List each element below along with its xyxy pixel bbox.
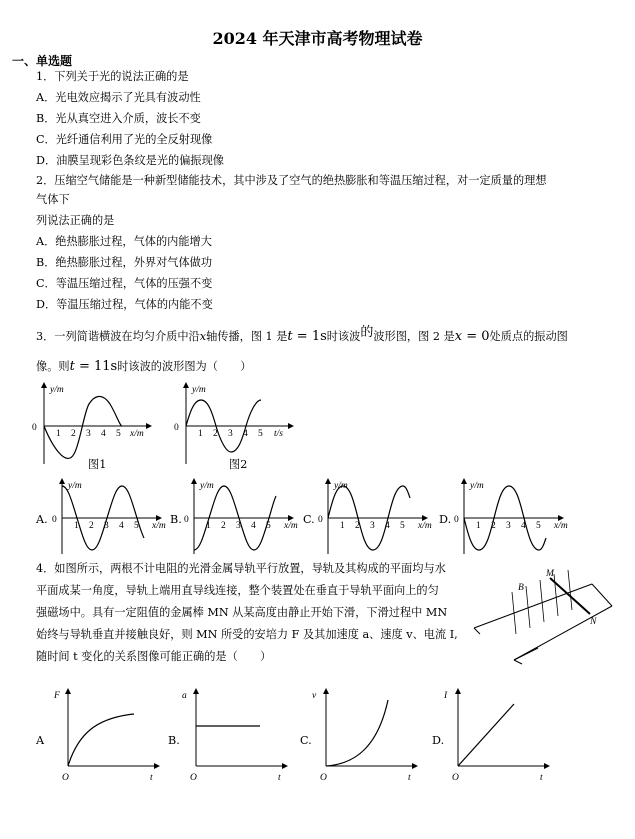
q3-var-t2: t bbox=[69, 359, 75, 374]
fig2-caption: 图2 bbox=[229, 458, 248, 471]
q4d-xlabel: t bbox=[540, 773, 543, 783]
q3-option-b-graph[interactable] bbox=[184, 478, 302, 558]
optD-tick-3: 3 bbox=[506, 521, 511, 531]
q4-line3: 强磁场中。具有一定阻值的金属棒 MN 从某高度由静止开始下滑，下滑过程中 MN bbox=[36, 606, 448, 619]
q4-option-c-letter: C. bbox=[300, 734, 312, 747]
fig1-wave bbox=[44, 396, 122, 458]
q4-line2: 平面成某一角度，导轨上端用直导线连接，整个装置处在垂直于导轨平面向上的匀 bbox=[36, 584, 439, 597]
q1-option-c: C．光纤通信利用了光的全反射现像 bbox=[36, 133, 213, 146]
fig1-tick-4: 4 bbox=[101, 429, 106, 439]
q2-option-b: B．绝热膨胀过程，外界对气体做功 bbox=[36, 256, 213, 269]
q3-stem-line1 bbox=[36, 326, 568, 344]
q1-option-b: B．光从真空进入介质，波长不变 bbox=[36, 112, 201, 125]
fig1-tick-2: 2 bbox=[71, 429, 76, 439]
optB-xlabel: x/m bbox=[284, 521, 298, 531]
q3-text-4: 波形图，图 2 是 bbox=[373, 330, 455, 343]
optA-tick-5: 5 bbox=[134, 521, 139, 531]
q3-text-5: 处质点的振动图 bbox=[489, 330, 568, 343]
q2-option-a: A．绝热膨胀过程，气体的内能增大 bbox=[36, 235, 212, 248]
q3-text-1: 3．一列简谐横波在均匀介质中沿 bbox=[36, 330, 200, 343]
optC-tick-3: 3 bbox=[370, 521, 375, 531]
optC-tick-2: 2 bbox=[355, 521, 360, 531]
optC-origin: 0 bbox=[318, 515, 323, 525]
q3-eq2: = 0 bbox=[462, 329, 490, 344]
magnetic-field-lines bbox=[512, 570, 572, 634]
q3-eq1: = 1s bbox=[292, 329, 327, 344]
optD-tick-2: 2 bbox=[491, 521, 496, 531]
page-title: 2024 年天津市高考物理试卷 bbox=[212, 29, 423, 48]
fig1-xlabel: x/m bbox=[130, 429, 144, 439]
optA-tick-4: 4 bbox=[119, 521, 124, 531]
optB-tick-3: 3 bbox=[236, 521, 241, 531]
q4a-ylabel: F bbox=[54, 691, 60, 701]
fig2-tick-2: 2 bbox=[213, 429, 218, 439]
q4b-xlabel: t bbox=[278, 773, 281, 783]
fig2-xlabel: t/s bbox=[274, 429, 283, 439]
q4a-curve bbox=[68, 714, 134, 766]
q4a-xlabel: t bbox=[150, 773, 153, 783]
q4-option-a-letter: A bbox=[36, 734, 45, 747]
q4-graph-d[interactable] bbox=[444, 686, 554, 786]
section-heading: 一、单选题 bbox=[12, 54, 73, 68]
q4c-xlabel: t bbox=[408, 773, 411, 783]
optA-tick-3: 3 bbox=[104, 521, 109, 531]
q4c-origin: O bbox=[320, 773, 327, 783]
optC-ylabel: y/m bbox=[334, 481, 348, 491]
q1-option-d: D．油膜呈现彩色条纹是光的偏振现像 bbox=[36, 154, 224, 167]
fig1-ylabel: y/m bbox=[50, 385, 64, 395]
optA-tick-2: 2 bbox=[89, 521, 94, 531]
q4d-origin: O bbox=[452, 773, 459, 783]
optA-xlabel: x/m bbox=[152, 521, 166, 531]
q4a-origin: O bbox=[62, 773, 69, 783]
optA-ylabel: y/m bbox=[68, 481, 82, 491]
q4-line5: 随时间 t 变化的关系图像可能正确的是（ ） bbox=[36, 650, 272, 663]
q4-option-b-letter: B. bbox=[168, 734, 180, 747]
fig2-tick-3: 3 bbox=[228, 429, 233, 439]
q4b-ylabel: a bbox=[182, 691, 187, 701]
optB-origin: 0 bbox=[184, 515, 189, 525]
fig1-tick-1: 1 bbox=[56, 429, 61, 439]
optD-xlabel: x/m bbox=[554, 521, 568, 531]
q4-line4: 始终与导轨垂直并接触良好，则 MN 所受的安培力 F 及其加速度 a、速度 v、电流 I, bbox=[36, 628, 458, 641]
optD-origin: 0 bbox=[454, 515, 459, 525]
q1-stem: 1．下列关于光的说法正确的是 bbox=[36, 70, 189, 83]
fig1-origin: 0 bbox=[32, 423, 37, 433]
q3-option-c-graph[interactable] bbox=[318, 478, 436, 558]
fig2-tick-5: 5 bbox=[258, 429, 263, 439]
q3-var-x1: x bbox=[199, 330, 207, 343]
fig2-tick-4: 4 bbox=[243, 429, 248, 439]
q4-line1: 4．如图所示，两根不计电阻的光滑金属导轨平行放置，导轨及其构成的平面均与水 bbox=[36, 562, 446, 575]
optB-tick-2: 2 bbox=[221, 521, 226, 531]
fig1-tick-5: 5 bbox=[116, 429, 121, 439]
q2-option-c: C．等温压缩过程，气体的压强不变 bbox=[36, 277, 213, 290]
q3-option-d-letter: D. bbox=[439, 513, 452, 526]
q3-text-2: 轴传播，图 1 是 bbox=[206, 330, 288, 343]
q3-var-x2: x bbox=[454, 329, 463, 344]
optA-tick-1: 1 bbox=[74, 521, 79, 531]
optB-tick-5: 5 bbox=[266, 521, 271, 531]
q3-var-t1: t bbox=[287, 329, 293, 344]
optD-tick-1: 1 bbox=[476, 521, 481, 531]
label-b: B bbox=[518, 583, 524, 593]
fig2-ylabel: y/m bbox=[192, 385, 206, 395]
q4-graph-a[interactable] bbox=[54, 686, 164, 786]
optD-tick-4: 4 bbox=[521, 521, 526, 531]
fig1-ticks bbox=[56, 429, 121, 439]
q2-stem-line2: 气体下 bbox=[36, 193, 70, 206]
q3-text-7: 时该波的波形图为（ ） bbox=[117, 360, 252, 373]
fig1-caption: 图1 bbox=[88, 458, 107, 471]
q3-option-a-letter: A. bbox=[36, 513, 48, 526]
optA-origin: 0 bbox=[52, 515, 57, 525]
q4d-ylabel: I bbox=[444, 691, 448, 701]
q4-rail-diagram bbox=[472, 564, 622, 664]
q3-option-c-letter: C. bbox=[303, 513, 315, 526]
optC-tick-1: 1 bbox=[340, 521, 345, 531]
q4b-origin: O bbox=[190, 773, 197, 783]
q3-eq3: = 11s bbox=[74, 359, 118, 374]
label-n: N bbox=[590, 617, 597, 627]
q3-text-6: 像。则 bbox=[36, 360, 70, 373]
optC-xlabel: x/m bbox=[418, 521, 432, 531]
optB-ylabel: y/m bbox=[200, 481, 214, 491]
q4c-curve bbox=[326, 700, 388, 766]
q4-option-d-letter: D. bbox=[432, 734, 445, 747]
q4-graph-c[interactable] bbox=[312, 686, 422, 786]
q4c-ylabel: v bbox=[312, 691, 317, 701]
q2-stem-line3: 列说法正确的是 bbox=[36, 214, 115, 227]
fig2-tick-1: 1 bbox=[198, 429, 203, 439]
optD-ylabel: y/m bbox=[470, 481, 484, 491]
optC-tick-5: 5 bbox=[400, 521, 405, 531]
q1-option-a: A．光电效应揭示了光具有波动性 bbox=[36, 91, 201, 104]
q4d-curve bbox=[458, 704, 514, 766]
q3-text-3: 时该波 bbox=[326, 330, 361, 343]
q3-option-a-graph[interactable] bbox=[52, 478, 170, 558]
optB-tick-1: 1 bbox=[206, 521, 211, 531]
q2-stem-line1: 2．压缩空气储能是一种新型储能技术，其中涉及了空气的绝热膨胀和等温压缩过程，对一定质量的理想 bbox=[36, 174, 547, 187]
q3-option-d-graph[interactable] bbox=[454, 478, 572, 558]
q4-graph-b[interactable] bbox=[182, 686, 292, 786]
fig2-origin: 0 bbox=[174, 423, 179, 433]
fig1-tick-3: 3 bbox=[86, 429, 91, 439]
q3-option-b-letter: B. bbox=[170, 513, 182, 526]
q2-option-d: D．等温压缩过程，气体的内能不变 bbox=[36, 298, 213, 311]
q3-small: 的 bbox=[360, 325, 374, 340]
label-m: M bbox=[546, 569, 554, 579]
optC-tick-4: 4 bbox=[385, 521, 390, 531]
optD-tick-5: 5 bbox=[536, 521, 541, 531]
q3-stem-line2 bbox=[36, 360, 251, 374]
optB-tick-4: 4 bbox=[251, 521, 256, 531]
